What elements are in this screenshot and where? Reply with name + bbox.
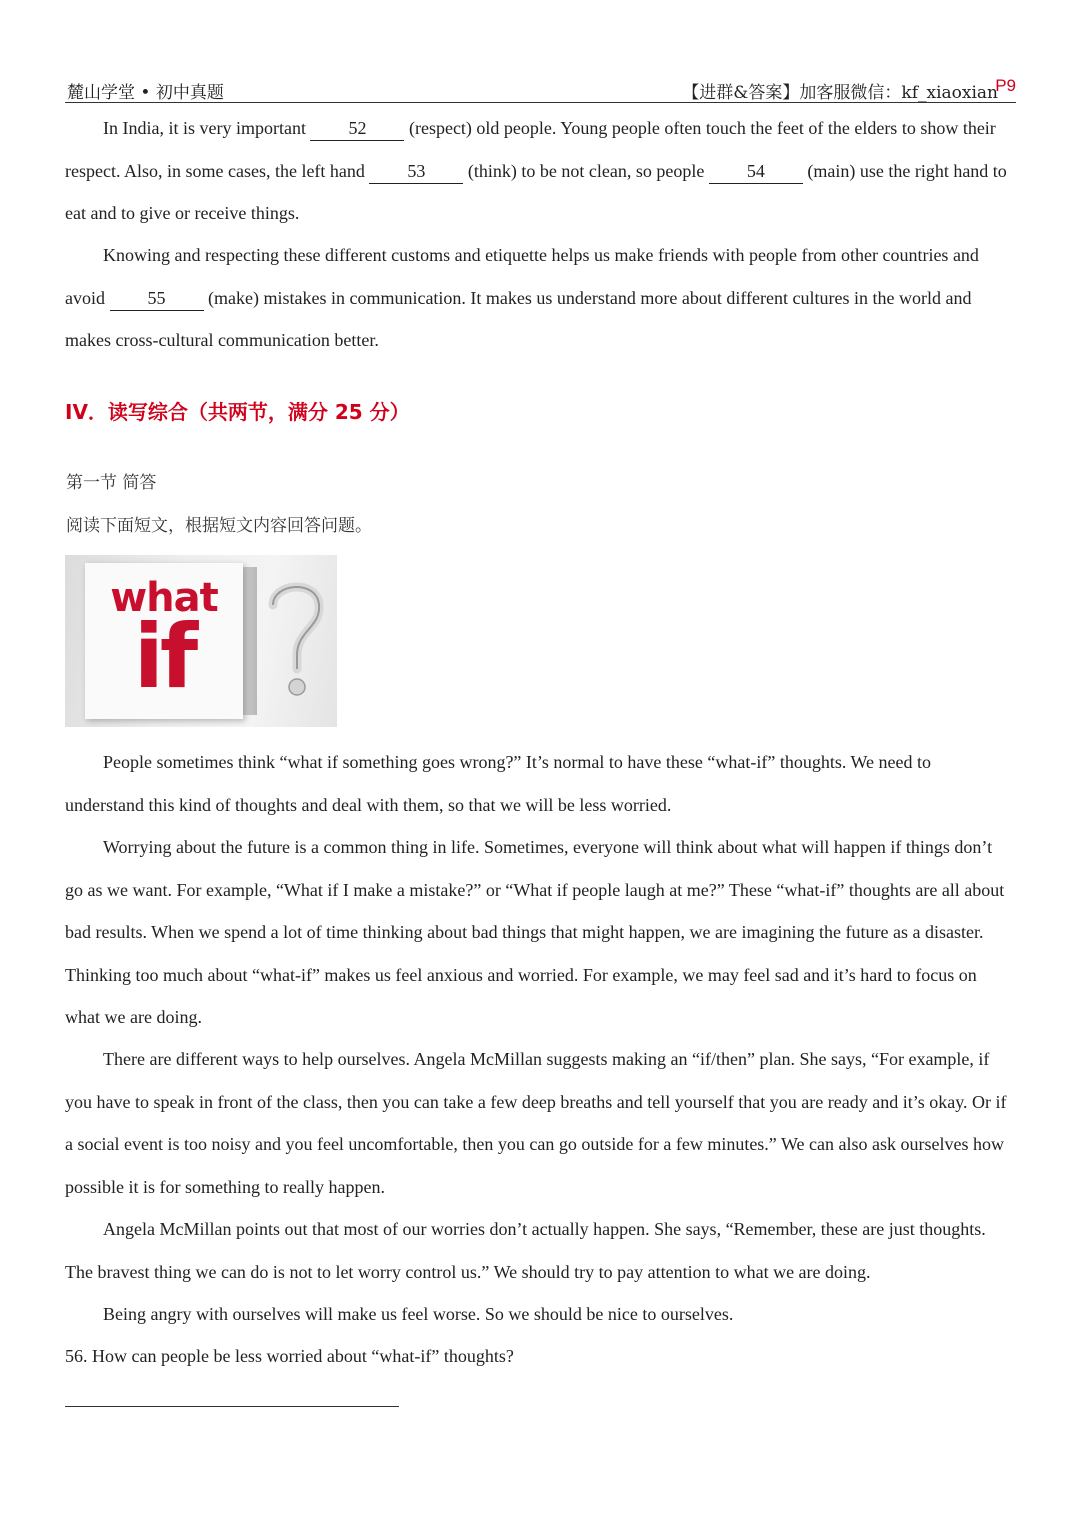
header-contact: 【进群&答案】加客服微信：kf_xiaoxian [682, 83, 998, 103]
reading-paragraph-3: There are different ways to help ourselves. Angela McMillan suggests making an “if/then” plan. She says, “For example, if you have to speak in front of the class, then you can take a few deep breaths and tell yourself that you are ready and it’s okay. Or if a social event is too noisy and you feel uncomfortable, then you can go outside for a few minutes.” We can also ask ourselves how possible it is for something to really happen. [65, 1049, 1007, 1197]
question-56: 56. How can people be less worried about “what-if” thoughts? [65, 1346, 514, 1366]
answer-line-56[interactable] [65, 1406, 399, 1407]
cube-word-if: if [133, 605, 195, 708]
question-mark-icon [261, 575, 331, 705]
reading-paragraph-1: People sometimes think “what if something goes wrong?” It’s normal to have these “what-if” thoughts. We need to understand this kind of thoughts and deal with them, so that we will be less worried. [65, 752, 932, 815]
blank-55[interactable]: 55 [110, 286, 204, 311]
cube-word-what: what [110, 575, 218, 621]
page-number: P9 [995, 76, 1016, 95]
what-if-image [65, 555, 337, 727]
reading-paragraph-2: Worrying about the future is a common thing in life. Sometimes, everyone will think about what will happen if things don’t go as we want. For example, “What if I make a mistake?” or “What if people laugh at me?” These “what-if” thoughts are all about bad results. When we spend a lot of time thinking about bad things that might happen, we are imagining the future as a disaster. Thinking too much about “what-if” makes us feel anxious and worried. For example, we may feel sad and it’s hard to focus on what we are doing. [65, 837, 1005, 1027]
cube-side [243, 567, 257, 715]
page-header [65, 76, 1016, 103]
what-if-cube [85, 563, 243, 719]
cloze-paragraph-india: In India, it is very important 52 (respect) old people. Young people often touch the feet of the elders to show their respect. Also, in some cases, the left hand 53 (think) to be not clean, so people 54 (main) use the right hand to eat and to give or receive things. [65, 118, 1007, 223]
reading-paragraph-4: Angela McMillan points out that most of our worries don’t actually happen. She says, “Remember, these are just thoughts. The bravest thing we can do is not to let worry control us.” We should try to pay attention to what we are doing. [65, 1219, 986, 1282]
header-school: 麓山学堂 • 初中真题 [67, 83, 224, 103]
blank-54[interactable]: 54 [709, 159, 803, 184]
reading-paragraph-5: Being angry with ourselves will make us feel worse. So we should be nice to ourselves. [103, 1304, 734, 1324]
instruction-text: 阅读下面短文，根据短文内容回答问题。 [66, 516, 372, 536]
blank-53[interactable]: 53 [369, 159, 463, 184]
subsection-title: 第一节 简答 [66, 473, 157, 493]
section-title: IV．读写综合（共两节，满分 25 分） [65, 400, 410, 424]
blank-52[interactable]: 52 [310, 116, 404, 141]
cloze-paragraph-customs: Knowing and respecting these different customs and etiquette helps us make friends with people from other countries and avoid 55 (make) mistakes in communication. It makes us understand more about different cultures in the world and makes cross-cultural communication better. [65, 245, 979, 350]
